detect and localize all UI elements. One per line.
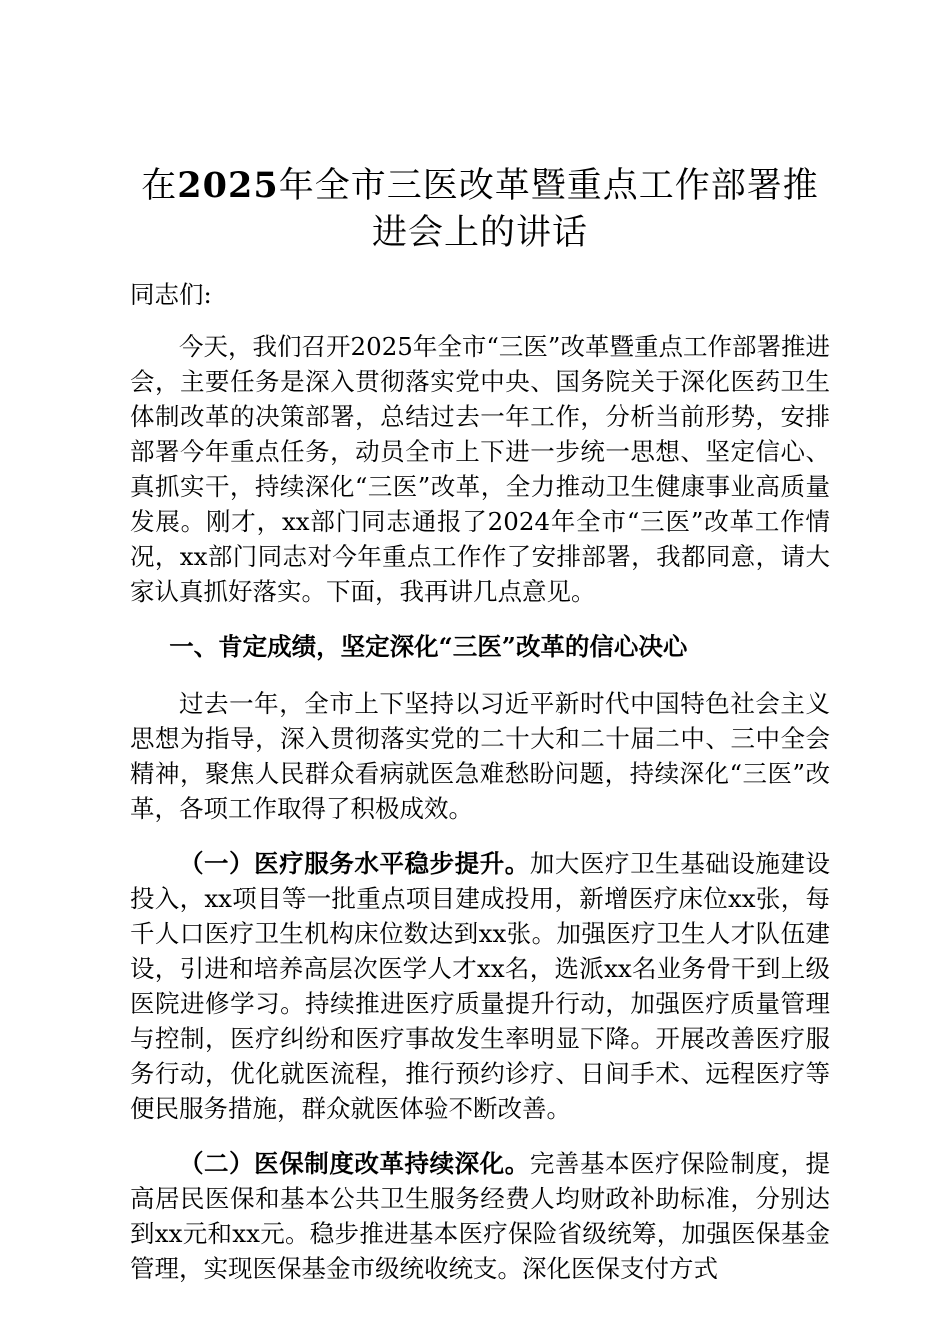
greeting: 同志们: bbox=[130, 280, 212, 309]
document-title bbox=[130, 162, 830, 257]
item-2-lead: （二）医保制度改革持续深化。 bbox=[179, 1149, 530, 1178]
section-heading-1: 一、肯定成绩，坚定深化“三医”改革的信心决心 bbox=[169, 632, 688, 661]
item-1-text: 加大医疗卫生基础设施建设投入，xx项目等一批重点项目建成投用，新增医疗床位xx张，每千人口医疗卫生机构床位数达到xx张。加强医疗卫生人才队伍建设，引进和培养高层次医学人才xx名，选派xx名业务骨干到上级医院进修学习。持续推进医疗质量提升行动，加强医疗质量管理与控制，医疗纠纷和医疗事故发生率明显下降。开展改善医疗服务行动，优化就医流程，推行预约诊疗、日间手术、远程医疗等便民服务措施，群众就医体验不断改善。 bbox=[130, 849, 831, 1123]
item-2-text: 完善基本医疗保险制度，提高居民医保和基本公共卫生服务经费人均财政补助标准，分别达到xx元和xx元。稳步推进基本医疗保险省级统筹，加强医保基金管理，实现医保基金市级统收统支。深化医保支付方式 bbox=[130, 1149, 831, 1283]
document-page bbox=[130, 162, 830, 1286]
item-1-paragraph bbox=[130, 846, 830, 1126]
intro-paragraph: 今天，我们召开2025年全市“三医”改革暨重点工作部署推进会，主要任务是深入贯彻落实党中央、国务院关于深化医药卫生体制改革的决策部署，总结过去一年工作，分析当前形势，安排部署今年重点任务，动员全市上下进一步统一思想、坚定信心、真抓实干，持续深化“三医”改革，全力推动卫生健康事业高质量发展。刚才，xx部门同志通报了2024年全市“三医”改革工作情况，xx部门同志对今年重点工作作了安排部署，我都同意，请大家认真抓好落实。下面，我再讲几点意见。 bbox=[130, 332, 830, 606]
item-1-lead: （一）医疗服务水平稳步提升。 bbox=[179, 849, 530, 878]
item-2-paragraph bbox=[130, 1146, 830, 1286]
title-year: 2025 bbox=[177, 165, 279, 206]
title-prefix: 在 bbox=[141, 166, 178, 206]
title-rest: 年全市三医改革暨重点工作部署推进会上的讲话 bbox=[278, 166, 819, 253]
section-1-paragraph: 过去一年，全市上下坚持以习近平新时代中国特色社会主义思想为指导，深入贯彻落实党的二十大和二十届二中、三中全会精神，聚焦人民群众看病就医急难愁盼问题，持续深化“三医”改革，各项工作取得了积极成效。 bbox=[130, 689, 830, 823]
